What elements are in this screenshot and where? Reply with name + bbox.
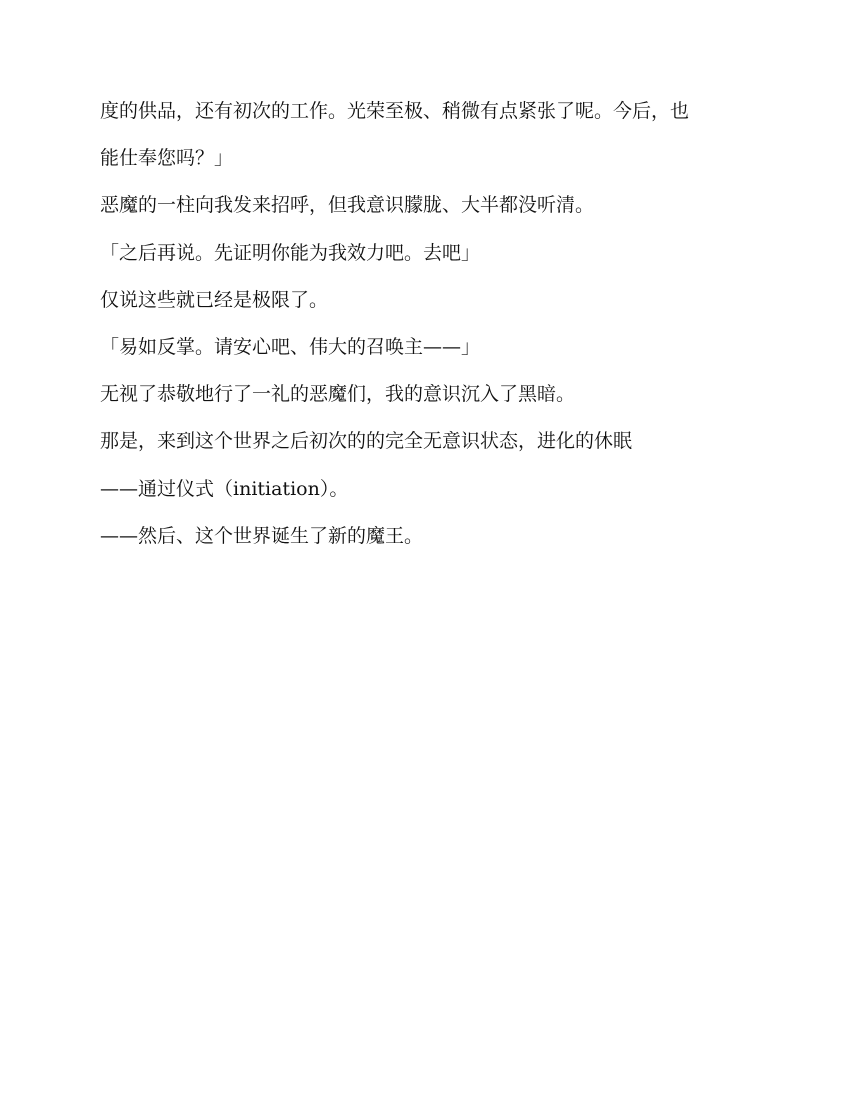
text-line-10: ——然后、这个世界诞生了新的魔王。 — [100, 524, 424, 547]
text-line-3: 恶魔的一柱向我发来招呼，但我意识朦胧、大半都没听清。 — [100, 194, 595, 217]
text-line-2: 能仕奉您吗？」 — [100, 147, 234, 170]
text-line-8: 那是，来到这个世界之后初次的的完全无意识状态，进化的休眠 — [100, 430, 633, 453]
text-line-7: 无视了恭敬地行了一礼的恶魔们，我的意识沉入了黑暗。 — [100, 383, 576, 406]
text-line-1: 度的供品，还有初次的工作。光荣至极、稍微有点紧张了呢。今后，也 — [100, 100, 690, 122]
text-line-9: ——通过仪式（initiation）。 — [100, 477, 349, 500]
text-line-6: 「易如反掌。请安心吧、伟大的召唤主——」 — [100, 335, 481, 358]
body-text — [100, 96, 760, 568]
text-line-4: 「之后再说。先证明你能为我效力吧。去吧」 — [100, 241, 481, 264]
text-line-5: 仅说这些就已经是极限了。 — [100, 288, 329, 311]
